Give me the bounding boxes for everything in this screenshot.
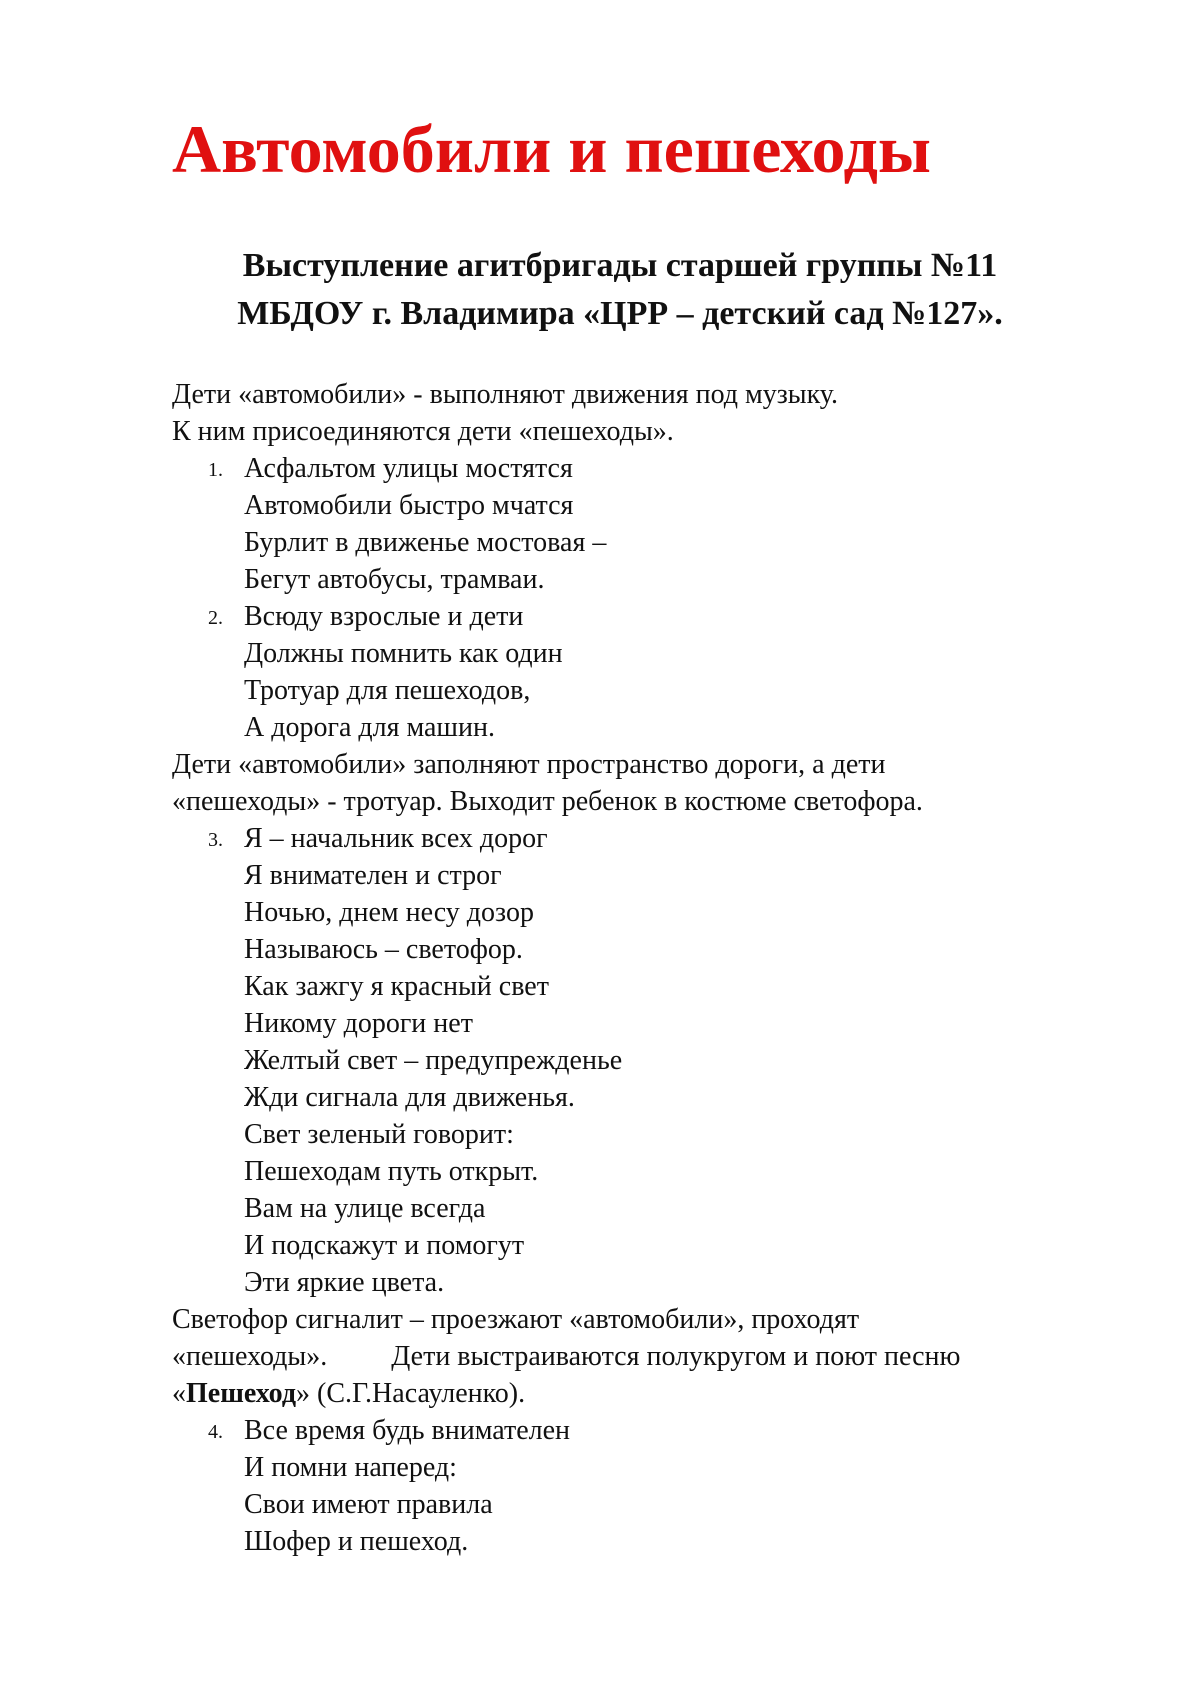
verse-2-line-4: А дорога для машин. (244, 712, 495, 743)
song-title: Пешеход (186, 1378, 297, 1409)
narration-2-line-2: «пешеходы». Дети выстраиваются полукругом и поют песню (172, 1341, 961, 1372)
verse-1-line-2: Автомобили быстро мчатся (244, 490, 574, 521)
verse-3-line-10: Пешеходам путь открыт. (244, 1156, 539, 1187)
verse-3 (172, 820, 1132, 1301)
verse-3-line-7: Желтый свет – предупрежденье (244, 1045, 623, 1076)
verse-2 (172, 598, 1132, 746)
intro-line-1: Дети «автомобили» - выполняют движения под музыку. (172, 379, 838, 410)
verse-1-line-3: Бурлит в движенье мостовая – (244, 527, 607, 558)
verse-3-line-9: Свет зеленый говорит: (244, 1119, 514, 1150)
intro-line-2: К ним присоединяются дети «пешеходы». (172, 416, 674, 447)
verse-3-line-5: Как зажгу я красный свет (244, 971, 549, 1002)
verse-3-line-13: Эти яркие цвета. (244, 1267, 445, 1298)
verse-3-number: 3. (208, 829, 223, 851)
verse-1-line-4: Бегут автобусы, трамваи. (244, 564, 545, 595)
page-subtitle (150, 242, 1090, 338)
subtitle-line-1: Выступление агитбригады старшей группы №11 (242, 247, 998, 284)
narration-1-line-2: «пешеходы» - тротуар. Выходит ребенок в костюме светофора. (172, 786, 923, 817)
verse-2-line-1: 2. Всюду взрослые и дети (172, 598, 1132, 635)
verse-3-line-8: Жди сигнала для движенья. (244, 1082, 575, 1113)
verse-3-line-2: Я внимателен и строг (244, 860, 502, 891)
verse-3-line-3: Ночью, днем несу дозор (244, 897, 534, 928)
narration-2-line-1: Светофор сигналит – проезжают «автомобили», проходят (172, 1304, 860, 1335)
narration-1-line-1: Дети «автомобили» заполняют пространство дороги, а дети (172, 749, 886, 780)
verse-4-line-2: И помни наперед: (244, 1452, 457, 1483)
verse-3-line-4: Называюсь – светофор. (244, 934, 523, 965)
page-title: Автомобили и пешеходы (172, 111, 931, 187)
script-body (172, 376, 1132, 1560)
verse-4-line-1: 4. Все время будь внимателен (172, 1412, 1132, 1449)
verse-4 (172, 1412, 1132, 1560)
verse-3-line-12: И подскажут и помогут (244, 1230, 525, 1261)
verse-3-line-6: Никому дороги нет (244, 1008, 473, 1039)
verse-3-line-1: 3. Я – начальник всех дорог (172, 820, 1132, 857)
verse-2-number: 2. (208, 607, 223, 629)
verse-1-line-1: 1. Асфальтом улицы мостятся (172, 450, 1132, 487)
narration-2-line-3: «Пешеход» (С.Г.Насауленко). (172, 1378, 526, 1409)
subtitle-line-2: МБДОУ г. Владимира «ЦРР – детский сад №127». (237, 295, 1003, 332)
verse-3-line-11: Вам на улице всегда (244, 1193, 486, 1224)
verse-4-number: 4. (208, 1421, 223, 1443)
verse-2-line-3: Тротуар для пешеходов, (244, 675, 531, 706)
verse-4-line-4: Шофер и пешеход. (244, 1526, 469, 1557)
verse-4-line-3: Свои имеют правила (244, 1489, 493, 1520)
verse-1-number: 1. (208, 459, 223, 481)
verse-1 (172, 450, 1132, 598)
verse-2-line-2: Должны помнить как один (244, 638, 563, 669)
